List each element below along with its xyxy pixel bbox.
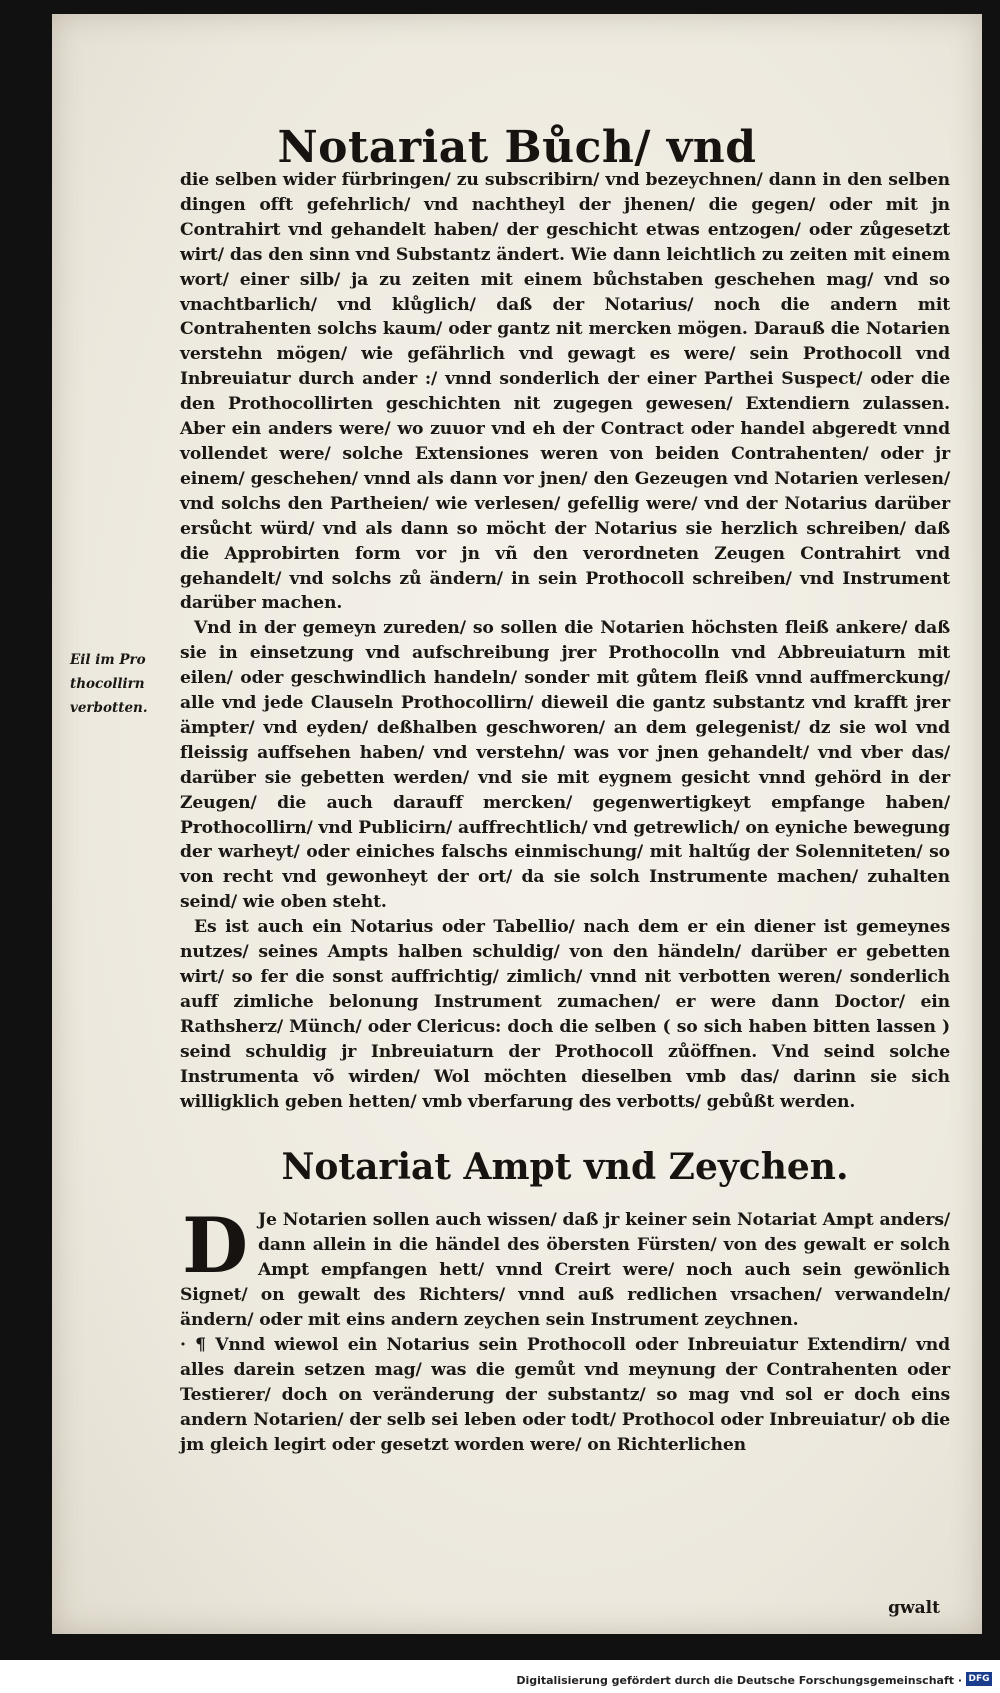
marginal-note-line: thocollirn (70, 676, 145, 692)
footer-credit: Digitalisierung gefördert durch die Deutsche Forschungsgemeinschaft · (516, 1674, 962, 1687)
main-text-block (180, 168, 950, 1114)
catchword: gwalt (888, 1598, 940, 1618)
section-paragraph-text: Je Notarien sollen auch wissen/ daß jr keiner sein Notariat Ampt anders/ dann allein in die händel des öbersten Fürsten/ von des gewalt er solch Ampt empfangen hett/ vnnd Creirt were/ noch auch sein gewönlich Signet/ on gewalt des Richters/ vnnd auß redlichen vrsachen/ verwandeln/ ändern/ oder mit eins andern zeychen sein Instrument zeychnen. (180, 1210, 950, 1330)
marginal-note (70, 648, 170, 720)
section-text-block (180, 1201, 950, 1458)
marginal-note-line: Eil im Pro (70, 652, 146, 668)
paragraph: Vnd in der gemeyn zureden/ so sollen die Notarien höchsten fleiß ankere/ daß sie in einsetzung vnd aufschreibung jrer Prothocolln vnd Abbreuiaturn mit eilen/ oder geschwindlich handeln/ sonder mit gůtem fleiß vnnd auffmerckung/ alle vnd jede Clauseln Prothocollirn/ dieweil die gantz substantz vnd krafft jrer ämpter/ vnd eyden/ deßhalben geschworen/ an dem gelegenist/ dz sie wol vnd fleissig auffsehen haben/ vnd verstehn/ was vor jnen gehandelt/ vnd vber das/ darüber sie gebetten werden/ vnd sie mit eygnem gesicht vnnd gehörd in der Zeugen/ die auch darauff mercken/ gegenwertigkeyt empfange haben/ Prothocollirn/ vnd Publicirn/ auffrechtlich/ vnd getrewlich/ on eyniche bewegung der warheyt/ oder einiches falschs einmischung/ mit haltűg der Solenniteten/ so von recht vnd gewonheyt der ort/ da sie solch Instrumente machen/ zuhalten seind/ wie oben steht. (180, 618, 950, 913)
section-paragraph (180, 1201, 950, 1333)
paragraph: die selben wider fürbringen/ zu subscribirn/ vnd bezeychnen/ dann in den selben dingen offt gefehrlich/ vnd nachtheyl der jhenen/ die gegen/ oder mit jn Contrahirt vnd gehandelt haben/ der geschicht etwas entzogen/ oder zůgesetzt wirt/ das den sinn vnd Substantz ändert. Wie dann leichtlich zu zeiten mit einem wort/ einer silb/ ja zu zeiten mit einem bůchstaben geschehen mag/ vnd so vnachtbarlich/ vnd klůglich/ daß der Notarius/ noch die andern mit Contrahenten solchs kaum/ oder gantz nit mercken mögen. Darauß die Notarien verstehn mögen/ wie gefährlich vnd gewagt es were/ sein Prothocoll vnd Inbreuiatur durch ander :/ vnnd sonderlich der einer Parthei Suspect/ oder die den Prothocollirten geschichten nit zugegen gewesen/ Extendiern zulassen. Aber ein anders were/ wo zuuor vnd eh der Contract oder handel abgeredt vnnd vollendet were/ solche Extensiones weren von beiden Contrahenten/ oder jr einem/ geschehen/ vnnd als dann vor jnen/ den Gezeugen vnd Notarien verlesen/ vnd solchs den Partheien/ wie verlesen/ gefellig were/ vnd der Notarius darüber ersůcht würd/ vnd als dann so möcht der Notarius sie herzlich schreiben/ daß die Approbirten form vor jn vñ den verordneten Zeugen Contrahirt vnd gehandelt/ vnd solchs zů ändern/ in sein Prothocoll schreiben/ vnd Instrument darüber machen. (180, 170, 950, 614)
running-head: Notariat Bůch/ vnd (277, 122, 757, 173)
marginal-note-line: verbotten. (70, 700, 148, 716)
decorated-initial: D (182, 1201, 248, 1290)
section-paragraph: · ¶ Vnnd wiewol ein Notarius sein Prothocoll oder Inbreuiatur Extendirn/ vnd alles darein setzen mag/ was die gemůt vnd meynung der Contrahenten oder Testierer/ doch on veränderung der substantz/ so mag vnd sol er doch eins andern Notarien/ der selb sei leben oder todt/ Prothocol oder Inbreuiatur/ ob die jm gleich legirt oder gesetzt worden were/ on Richterlichen (180, 1335, 950, 1455)
section-heading: Notariat Ampt vnd Zeychen. (281, 1146, 849, 1188)
dfg-logo: DFG (966, 1672, 992, 1686)
paragraph: Es ist auch ein Notarius oder Tabellio/ nach dem er ein diener ist gemeynes nutzes/ seines Ampts halben schuldig/ von den händeln/ darüber er gebetten wirt/ so fer die sonst auffrichtig/ zimlich/ vnnd nit verbotten weren/ sonderlich auff zimliche belonung Instrument zumachen/ er were dann Doctor/ ein Rathsherz/ Münch/ oder Clericus: doch die selben ( so sich haben bitten lassen ) seind schuldig jr Inbreuiaturn der Prothocoll zůöffnen. Vnd seind solche Instrumenta võ wirden/ Wol möchten dieselben vmb das/ darinn sie sich willigklich geben hetten/ vmb vberfarung des verbotts/ gebůßt werden. (180, 917, 950, 1112)
